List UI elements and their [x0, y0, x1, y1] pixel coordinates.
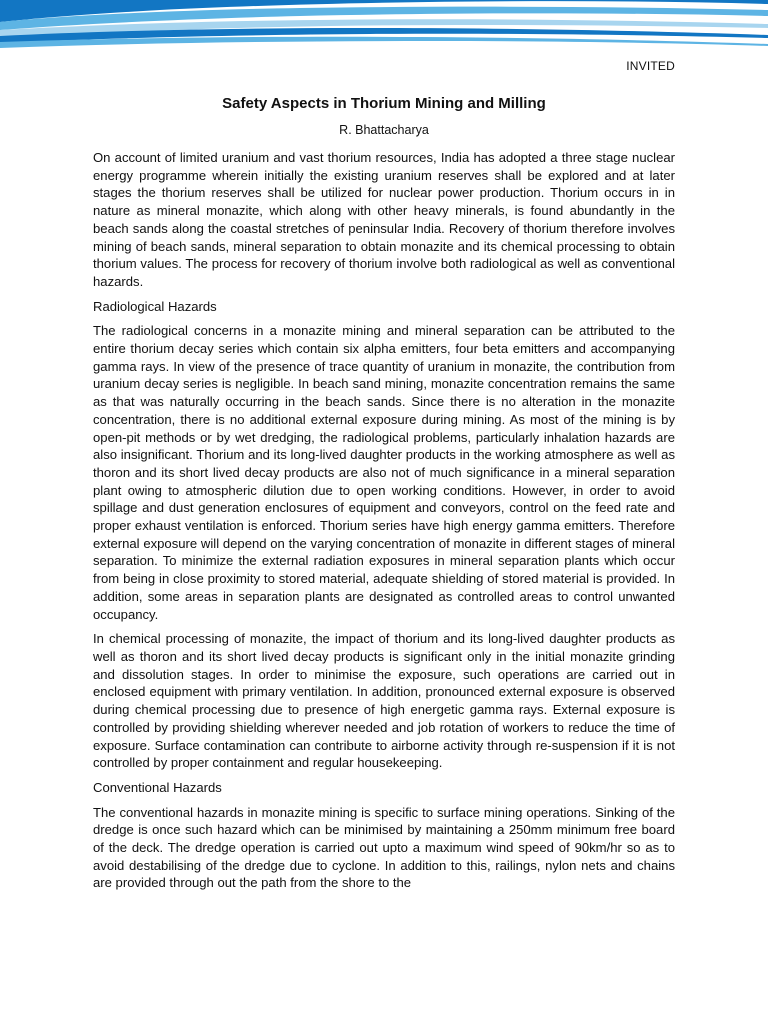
article-title: Safety Aspects in Thorium Mining and Milling	[222, 95, 546, 112]
invited-label: INVITED	[626, 59, 675, 73]
article-body	[93, 149, 675, 899]
radiological-paragraph-2: In chemical processing of monazite, the impact of thorium and its long-lived daughter products as well as thoron and its short lived decay products is significant only in the initial monazite grinding and dissolution stages. In order to minimise the exposure, such operations are carried out in enclosed equipment with primary ventilation. In addition, pronounced external exposure is observed during chemical processing due to presence of high energetic gamma rays. External exposure is controlled by providing shielding wherever needed and job rotation of workers to reduce the time of exposure. Surface contamination can contribute to airborne activity through re-suspension if it is not controlled by proper containment and regular housekeeping.	[93, 631, 675, 771]
radiological-paragraph-1: The radiological concerns in a monazite mining and mineral separation can be attributed to the entire thorium decay series which contain six alpha emitters, four beta emitters and accompanying gamma rays. In view of the presence of trace quantity of uranium in monazite, the contribution from uranium decay series is negligible. In beach sand mining, monazite concentration remains the same as that was naturally occurring in the beach sands. Since there is no alteration in the monazite concentration, there is no additional external exposure during mining. As most of the mining is by open-pit methods or by wet dredging, the radiological problems, particularly inhalation hazards are also insignificant. Thorium and its long-lived daughter products in the working atmosphere as well as thoron and its short lived decay products are also not of much significance in a mineral separation plant owing to atmospheric dilution due to open working conditions. However, in order to avoid spillage and dust generation enclosures of equipment and conveyors, control on the feed rate and proper exhaust ventilation is enforced. Thorium series have high energy gamma emitters. Therefore external exposure will depend on the varying concentration of monazite in different stages of mineral separation. To minimize the external radiation exposures in mineral separation plants which occur from being in close proximity to stored material, adequate shielding of stored material is provided. In addition, some areas in separation plants are designated as controlled areas to control unwanted occupancy.	[93, 323, 675, 622]
conventional-paragraph-1: The conventional hazards in monazite mining is specific to surface mining operations. Sinking of the dredge is once such hazard which can be minimised by maintaining a 250mm minimum free board of the deck. The dredge operation is carried out upto a maximum wind speed of 90km/hr so as to avoid destabilising of the dredge due to cyclone. In addition to this, railings, nylon nets and chains are provided through out the path from the shore to the	[93, 804, 675, 891]
section-heading-radiological: Radiological Hazards	[93, 298, 217, 314]
article-author: R. Bhattacharya	[339, 123, 429, 137]
intro-paragraph: On account of limited uranium and vast thorium resources, India has adopted a three stage nuclear energy programme wherein initially the existing uranium reserves shall be explored and at later stages the thorium reserves shall be utilized for nuclear power production. Thorium occurs in in nature as mineral monazite, which along with other heavy minerals, is found abundantly in the beach sands along the coastal stretches of peninsular India. Recovery of thorium therefore involves mining of beach sands, mineral separation to obtain monazite and its chemical processing to obtain thorium values. The process for recovery of thorium involve both radiological as well as conventional hazards.	[93, 150, 675, 289]
section-heading-conventional: Conventional Hazards	[93, 779, 222, 795]
